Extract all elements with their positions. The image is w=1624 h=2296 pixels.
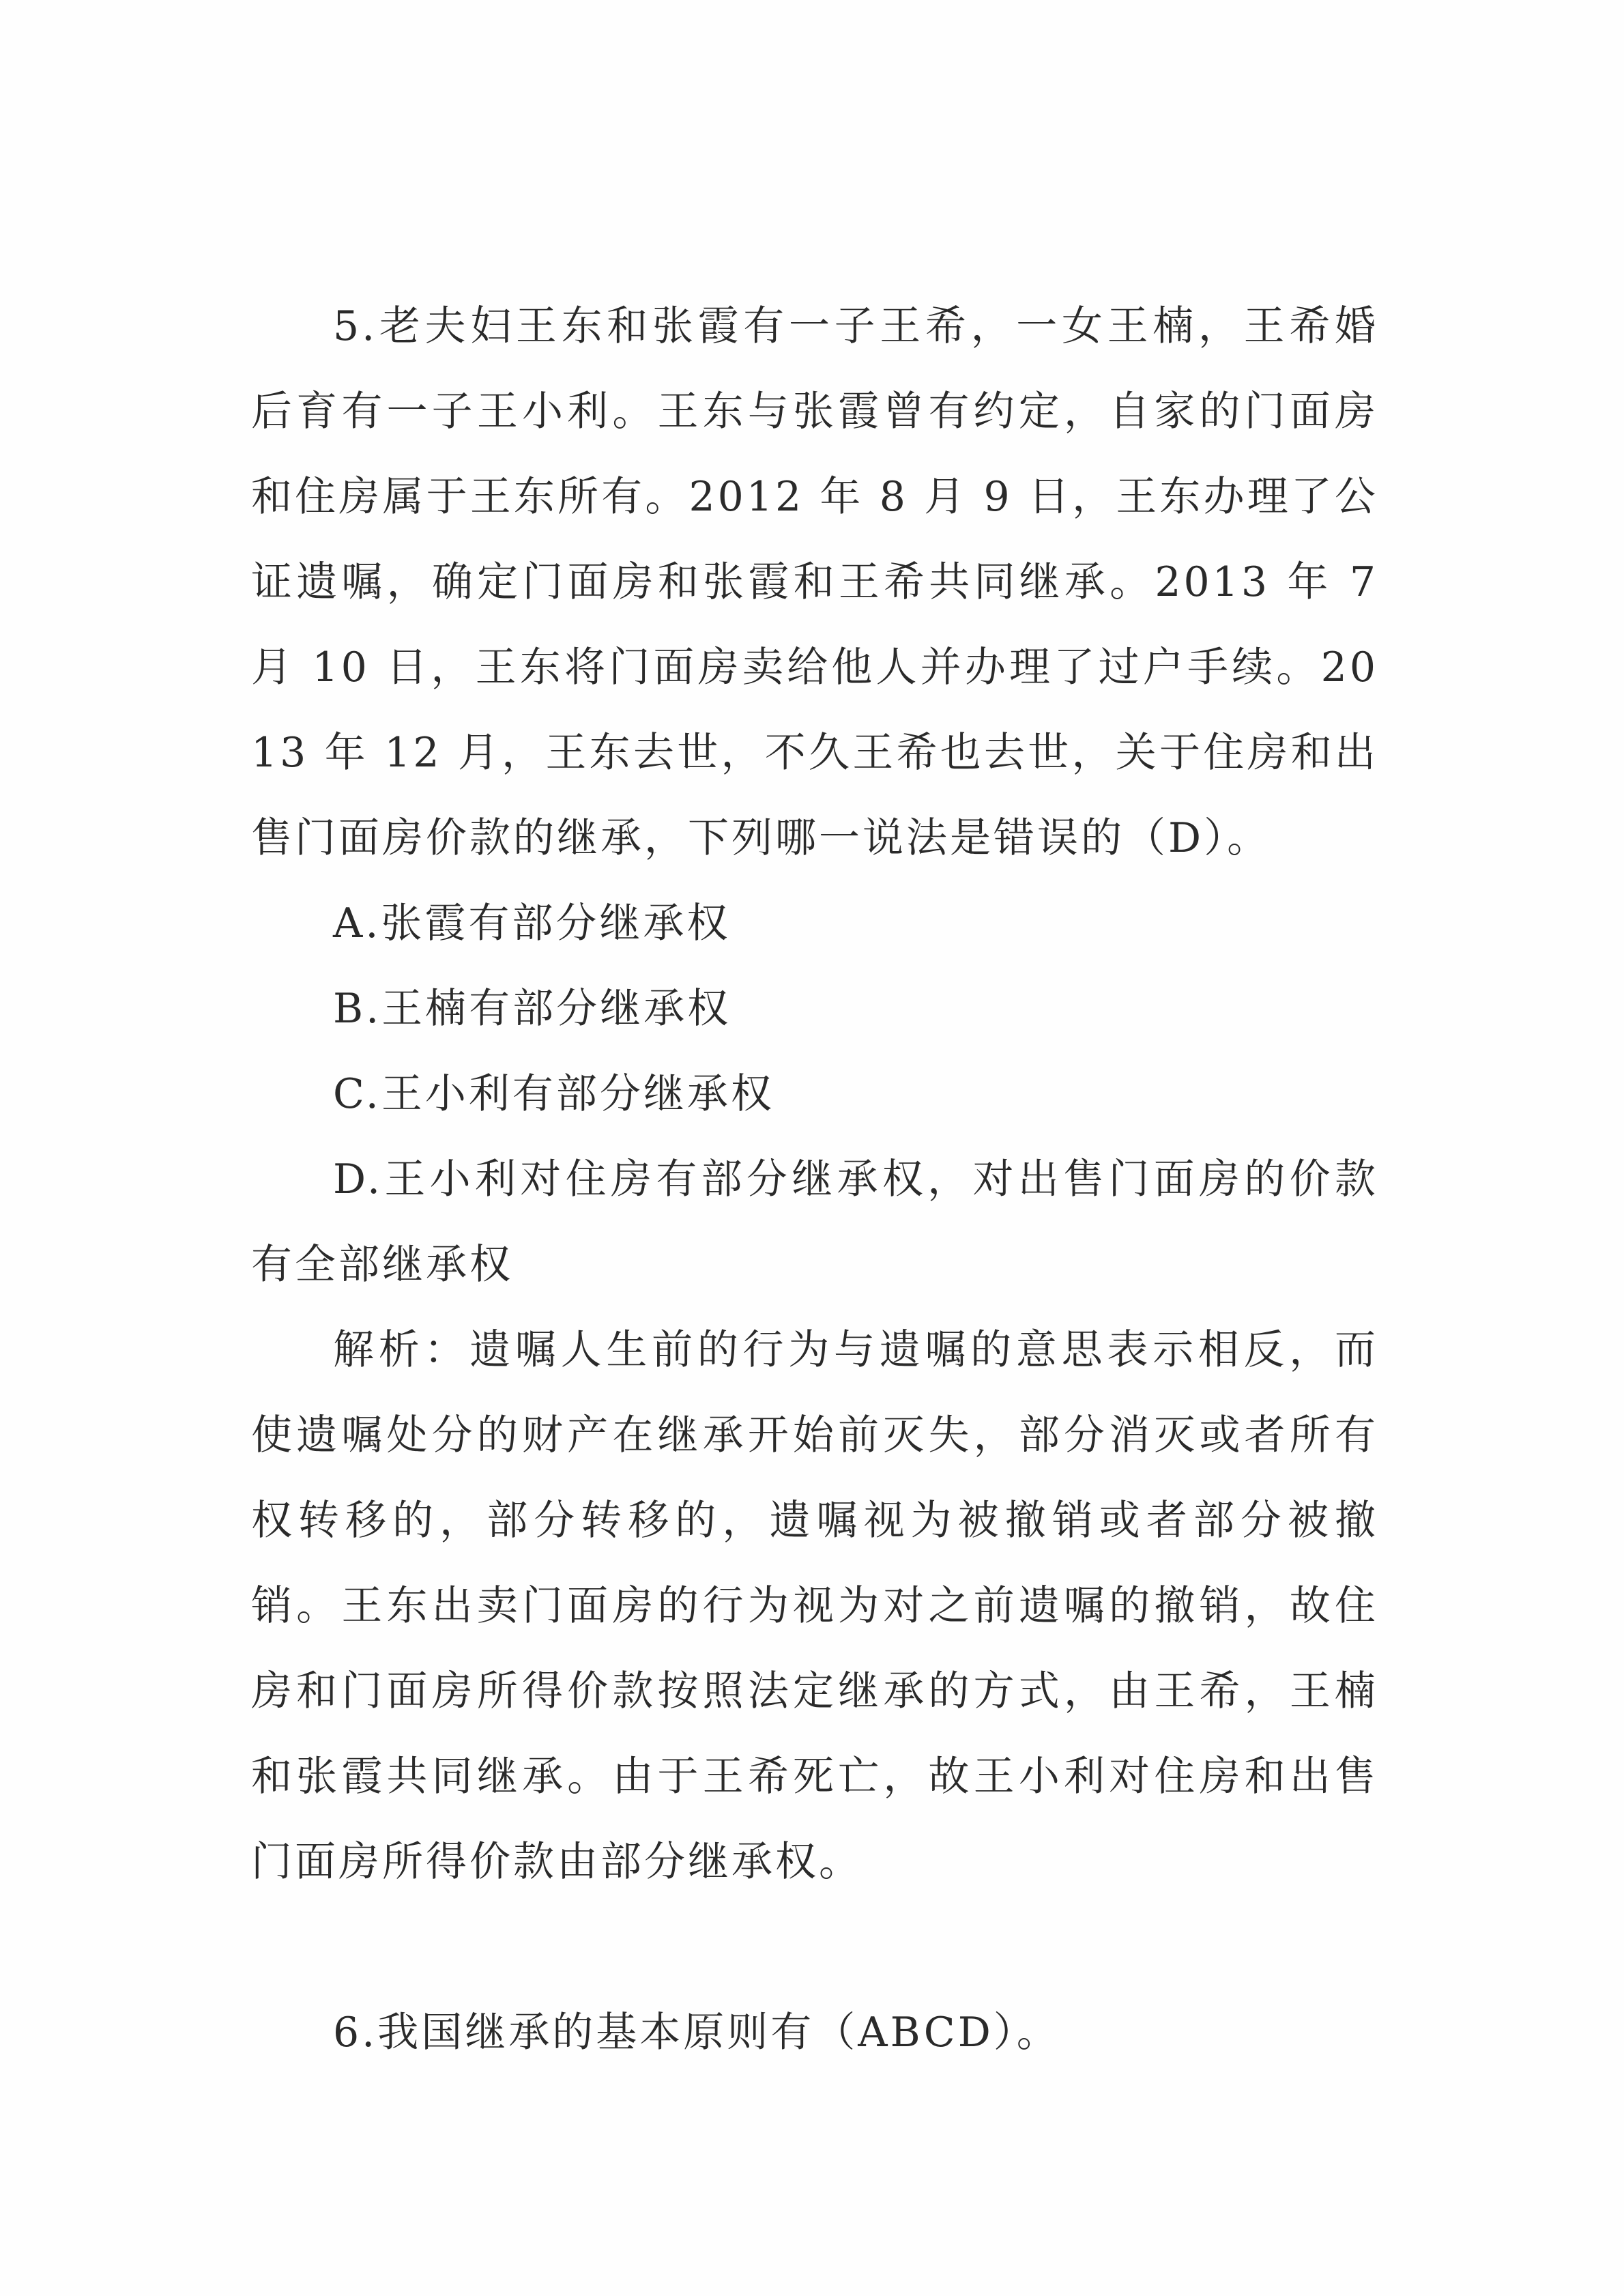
- document-body: [251, 284, 1395, 2076]
- question-5-option-d: D.王小利对住房有部分继承权，对出售门面房的价款有全部继承权: [251, 1156, 1378, 1289]
- question-5-option-a: A.张霞有部分继承权: [333, 900, 731, 947]
- question-5-option-c: C.王小利有部分继承权: [333, 1070, 774, 1118]
- question-5-option-b: B.王楠有部分继承权: [333, 985, 731, 1033]
- question-5-analysis: 解析：遗嘱人生前的行为与遗嘱的意思表示相反，而使遗嘱处分的财产在继承开始前灭失，部分消灭或者所有权转移的，部分转移的，遗嘱视为被撤销或者部分被撤销。王东出卖门面房的行为视为对之前遗嘱的撤销，故住房和门面房所得价款按照法定继承的方式，由王希，王楠和张霞共同继承。由于王希死亡，故王小利对住房和出售门面房所得价款由部分继承权。: [251, 1326, 1378, 1886]
- paragraph-spacer: [251, 1905, 1378, 1990]
- question-6-stem: 6.我国继承的基本原则有（ABCD）。: [333, 2009, 1060, 2056]
- question-5-stem: 5.老夫妇王东和张霞有一子王希，一女王楠，王希婚后育有一子王小利。王东与张霞曾有约定，自家的门面房和住房属于王东所有。2012 年 8 月 9 日，王东办理了公证遗嘱，确定门面房和张霞和王希共同继承。2013 年 7 月 10 日，王东将门面房卖给他人并办理了过户手续。2013 年 12 月，王东去世，不久王希也去世，关于住房和出售门面房价款的继承，下列哪一说法是错误的（D）。: [251, 302, 1395, 862]
